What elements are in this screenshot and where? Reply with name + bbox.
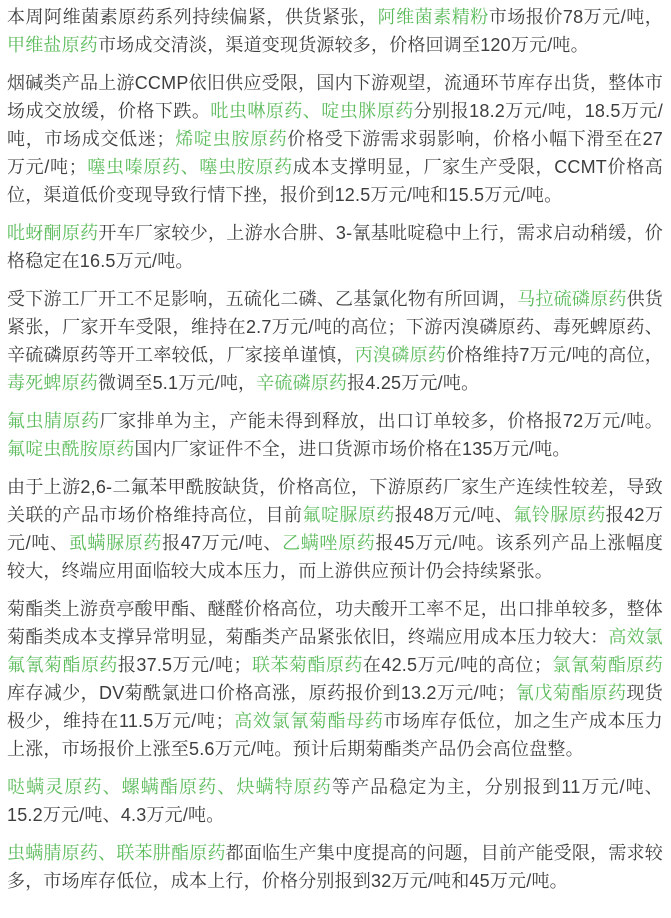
body-text: 报48万元/吨、 bbox=[394, 505, 514, 525]
paragraph-benzoylureas bbox=[7, 473, 663, 585]
body-text: 国内厂家证件不全，进口货源市场价格在135万元/吨。 bbox=[134, 439, 571, 459]
product-keyword: 氰戊菊酯原药 bbox=[515, 683, 627, 703]
body-text: 成本支撑明显，厂家生产受限，CCMT价格高位，渠道低价变现导致行情下挫，报价到12.5万元/吨和15.5万元/吨。 bbox=[7, 157, 663, 205]
body-text: 分别报18.2万元/吨，18.5万元/吨，市场成交低迷； bbox=[7, 101, 663, 149]
body-text: 报4.25万元/吨。 bbox=[347, 373, 480, 393]
body-text: 报42万元/吨、 bbox=[7, 505, 664, 553]
paragraph-organophosphates bbox=[7, 285, 663, 397]
product-keyword: 氟啶脲原药 bbox=[302, 505, 395, 525]
body-text: 都面临生产集中度提高的问题，目前产能受限，需求较多，市场库存低位，成本上行，价格分别报到32万元/吨和45万元/吨。 bbox=[7, 843, 663, 891]
body-text: 报47万元/吨、 bbox=[162, 533, 283, 553]
paragraph-fipronil bbox=[7, 407, 663, 463]
paragraph-avermectin bbox=[7, 3, 663, 59]
product-keyword: 甲维盐原药 bbox=[7, 35, 98, 55]
product-keyword: 氟啶虫酰胺原药 bbox=[7, 439, 135, 459]
body-text: 开车厂家较少，上游水合肼、3-氰基吡啶稳中上行，需求启动稍缓，价格稳定在16.5万元/吨。 bbox=[7, 223, 663, 271]
product-keyword: 虱螨脲原药 bbox=[68, 533, 163, 553]
product-keyword: 高效氯氟氰菊酯原药 bbox=[7, 627, 663, 675]
product-keyword: 乙螨唑原药 bbox=[282, 533, 376, 553]
body-text: 市场库存低位，加之生产成本压力上涨，市场报价上涨至5.6万元/吨。预计后期菊酯类产品仍会高位盘整。 bbox=[7, 711, 664, 759]
body-text: 菊酯类上游贲亭酸甲酯、醚醛价格高位，功夫酸开工率不足，出口排单较多，整体菊酯类成本支撑异常明显，菊酯类产品紧张依旧，终端应用成本压力较大： bbox=[7, 599, 663, 647]
product-keyword: 毒死蜱原药 bbox=[7, 373, 98, 393]
body-text: 报45万元/吨。该系列产品上涨幅度较大，终端应用面临较大成本压力，而上游供应预计仍会持续紧张。 bbox=[7, 533, 664, 581]
body-text: 市场报价78万元/吨， bbox=[488, 7, 663, 27]
product-keyword: 丙溴磷原药 bbox=[354, 345, 447, 365]
body-text: 供货紧张，厂家开车受限，维持在2.7万元/吨的高位；下游丙溴磷原药、毒死蜱原药、辛硫磷原药等开工率较低，厂家接单谨慎， bbox=[7, 289, 664, 365]
product-keyword: 噻虫嗪原药、噻虫胺原药 bbox=[86, 157, 293, 177]
product-keyword: 马拉硫磷原药 bbox=[517, 289, 627, 309]
body-text: 受下游工厂开工不足影响，五硫化二磷、乙基氯化物有所回调， bbox=[7, 289, 518, 309]
body-text: 价格维持7万元/吨的高位， bbox=[446, 345, 663, 365]
body-text: 本周阿维菌素原药系列持续偏紧，供货紧张， bbox=[7, 7, 378, 27]
product-keyword: 高效氯氰菊酯母药 bbox=[233, 711, 384, 731]
paragraph-pyrethroids bbox=[7, 595, 663, 763]
paragraph-nicotinoids bbox=[7, 69, 663, 209]
body-text: 由于上游2,6-二氟苯甲酰胺缺货，价格高位，下游原药厂家生产连续性较差，导致关联的产品市场价格维持高位，目前 bbox=[7, 477, 663, 525]
product-keyword: 虫螨腈原药、联苯肼酯原药 bbox=[7, 843, 226, 863]
product-keyword: 阿维菌素精粉 bbox=[377, 7, 489, 27]
body-text: 烟碱类产品上游CCMP依旧供应受限，国内下游观望，流通环节库存出货，整体市场成交放缓，价格下跌。 bbox=[7, 73, 663, 121]
product-keyword: 联苯菊酯原药 bbox=[251, 655, 363, 675]
product-keyword: 氯氰菊酯原药 bbox=[552, 655, 663, 675]
body-text: 报37.5万元/吨； bbox=[117, 655, 252, 675]
product-keyword: 哒螨灵原药、螺螨酯原药、炔螨特原药 bbox=[7, 777, 332, 797]
body-text: 厂家排单为主，产能未得到释放，出口订单较多，价格报72万元/吨。 bbox=[99, 411, 663, 431]
product-keyword: 氟铃脲原药 bbox=[513, 505, 606, 525]
body-text: 等产品稳定为主，分别报到11万元/吨、15.2万元/吨、4.3万元/吨。 bbox=[7, 777, 663, 825]
product-keyword: 氟虫腈原药 bbox=[7, 411, 100, 431]
body-text: 微调至5.1万元/吨， bbox=[98, 373, 257, 393]
body-text: 现货极少，维持在11.5万元/吨； bbox=[7, 683, 663, 731]
paragraph-acaricides-stable bbox=[7, 773, 663, 829]
body-text: 库存减少，DV菊酰氯进口价格高涨，原药报价到13.2万元/吨； bbox=[7, 683, 516, 703]
body-text: 在42.5万元/吨的高位； bbox=[362, 655, 553, 675]
body-text: 市场成交清淡，渠道变现货源较多，价格回调至120万元/吨。 bbox=[98, 35, 589, 55]
body-text: 价格受下游需求弱影响，价格小幅下滑至在27万元/吨； bbox=[7, 129, 663, 177]
product-keyword: 辛硫磷原药 bbox=[256, 373, 348, 393]
product-keyword: 吡虫啉原药、啶虫脒原药 bbox=[210, 101, 414, 121]
paragraph-chlorfenapyr bbox=[7, 839, 663, 895]
product-keyword: 吡蚜酮原药 bbox=[7, 223, 99, 243]
paragraph-pymetrozine bbox=[7, 219, 663, 275]
product-keyword: 烯啶虫胺原药 bbox=[174, 129, 288, 149]
